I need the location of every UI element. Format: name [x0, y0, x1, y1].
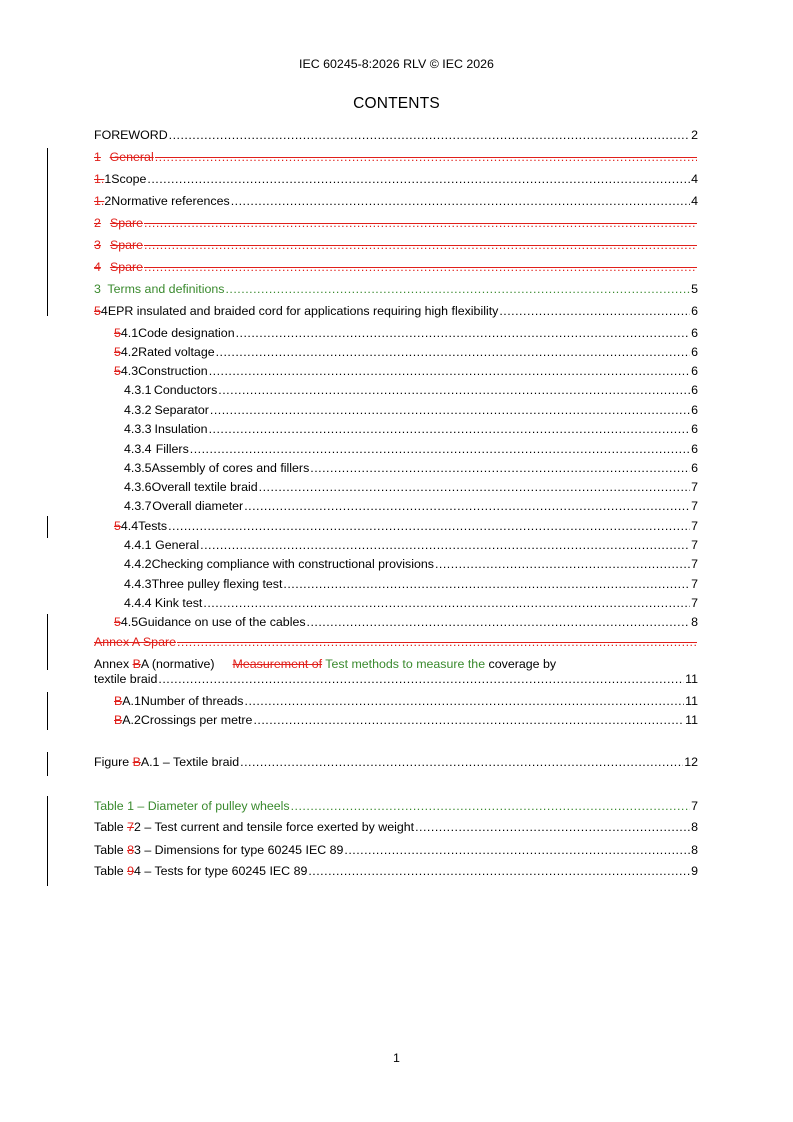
inserted-text: Test methods to measure the [325, 657, 486, 671]
entry-title: Overall textile braid [151, 480, 258, 494]
deleted-number: 9 [127, 864, 134, 878]
entry-number: 2 [104, 194, 112, 208]
toc-entry-fillers[interactable] [124, 441, 698, 457]
entry-title: Normative references [111, 194, 230, 208]
dot-leader [209, 363, 690, 379]
entry-title: Table 1 – Diameter of pulley wheels [94, 799, 290, 813]
dot-leader [240, 754, 683, 770]
toc-entry-tests[interactable] [114, 518, 698, 534]
entry-page: 12 [684, 755, 698, 769]
dot-leader [236, 325, 691, 341]
entry-title: Annex A Spare [94, 635, 176, 649]
entry-number: 4.4.4 [124, 596, 152, 610]
entry-page: 2 [691, 128, 698, 142]
deleted-letter: B [132, 657, 141, 671]
entry-title: – Textile braid [159, 755, 240, 769]
dot-leader [144, 237, 697, 253]
change-bar [47, 516, 48, 538]
toc-entry-table-1[interactable] [94, 798, 698, 814]
table-prefix: Table [94, 820, 128, 834]
toc-entry-guidance[interactable] [114, 614, 698, 630]
entry-page: 11 [685, 672, 698, 686]
dot-leader [200, 537, 690, 553]
entry-number: 4 [94, 260, 101, 274]
entry-title: Scope [111, 172, 147, 186]
entry-number: 4.3 [120, 364, 139, 378]
dot-leader [244, 498, 690, 514]
toc-entry-insulation[interactable] [124, 421, 698, 437]
entry-number: 1 [94, 150, 101, 164]
figure-number: A.1 [140, 755, 160, 769]
dot-leader [307, 614, 691, 630]
entry-title: EPR insulated and braided cord for applications requiring high flexibility [107, 304, 499, 318]
entry-number: 4.3.3 [124, 422, 152, 436]
toc-entry-spare-3-deleted[interactable] [94, 237, 698, 253]
deleted-text: Measurement of [232, 657, 323, 671]
entry-title: Construction [138, 364, 208, 378]
deleted-letter: B [114, 713, 123, 727]
dot-leader [144, 259, 697, 275]
entry-page: 7 [691, 519, 698, 533]
dot-leader [308, 863, 690, 879]
entry-number: 4.5 [120, 615, 139, 629]
toc-entry-normative-references[interactable] [94, 193, 698, 209]
dot-leader [253, 712, 684, 728]
table-number: 4 [133, 864, 141, 878]
deleted-number: 5 [114, 615, 121, 629]
deleted-number: 5 [114, 519, 121, 533]
entry-title: Rated voltage [138, 345, 215, 359]
entry-number: 4.4.3 [124, 577, 152, 591]
entry-number: 4.4.2 [124, 557, 152, 571]
entry-title: Fillers [155, 442, 189, 456]
deleted-number: 7 [127, 820, 134, 834]
entry-title: Three pulley flexing test [151, 577, 283, 591]
toc-entry-table-3[interactable] [94, 842, 698, 858]
entry-page: 5 [691, 282, 698, 296]
toc-entry-spare-4-deleted[interactable] [94, 259, 698, 275]
toc-entry-terms-and-definitions[interactable] [94, 281, 698, 297]
entry-title: Insulation [154, 422, 208, 436]
toc-entry-assembly[interactable] [124, 460, 698, 476]
entry-number: 4.4.1 [124, 538, 152, 552]
toc-entry-annex-a-line2[interactable] [94, 671, 698, 687]
dot-leader [158, 671, 684, 687]
toc-entry-annex-a-spare-deleted[interactable] [94, 634, 698, 650]
dot-leader [177, 634, 697, 650]
entry-page: 6 [691, 364, 698, 378]
toc-entry-tests-general[interactable] [124, 537, 698, 553]
annex-prefix: Annex [94, 657, 133, 671]
entry-page: 4 [691, 172, 698, 186]
entry-title: Spare [109, 260, 144, 274]
entry-title: – Test current and tensile force exerted by weight [140, 820, 415, 834]
entry-page: 8 [691, 820, 698, 834]
dot-leader [210, 402, 690, 418]
table-number: 2 [133, 820, 141, 834]
entry-title: Terms and definitions [107, 282, 225, 296]
table-number: 3 [133, 843, 141, 857]
deleted-letter: B [114, 694, 123, 708]
dot-leader [283, 576, 690, 592]
entry-title: General [155, 538, 200, 552]
entry-page: 4 [691, 194, 698, 208]
entry-title: Kink test [154, 596, 203, 610]
entry-title: Spare [109, 238, 144, 252]
toc-entry-epr-cord[interactable] [94, 303, 698, 319]
entry-title: Code designation [138, 326, 235, 340]
toc-entry-conductors[interactable] [124, 382, 698, 398]
table-prefix: Table [94, 843, 128, 857]
dot-leader [231, 193, 690, 209]
entry-title: – Tests for type 60245 IEC 89 [140, 864, 308, 878]
entry-number: 4.1 [120, 326, 139, 340]
entry-title: Spare [109, 216, 144, 230]
dot-leader [155, 149, 697, 165]
entry-title: Separator [154, 403, 209, 417]
deleted-number: 5 [114, 364, 121, 378]
entry-number: A.1 [122, 694, 141, 708]
toc-entry-rated-voltage[interactable] [114, 344, 698, 360]
figure-prefix: Figure [94, 755, 133, 769]
entry-page: 6 [691, 442, 698, 456]
dot-leader [259, 479, 690, 495]
entry-title: FOREWORD [94, 128, 168, 142]
entry-page: 6 [691, 422, 698, 436]
page-title: CONTENTS [353, 95, 440, 112]
dot-leader [415, 819, 690, 835]
entry-title: General [109, 150, 154, 164]
entry-number: 3 [94, 238, 101, 252]
entry-page: 6 [691, 383, 698, 397]
entry-number: 4.4 [120, 519, 139, 533]
document-header: IEC 60245-8:2026 RLV © IEC 2026 [299, 57, 494, 71]
change-bar [47, 614, 48, 670]
entry-page: 6 [691, 345, 698, 359]
page-number: 1 [393, 1051, 400, 1065]
entry-number: 4.3.4 [124, 442, 152, 456]
entry-number: 4.3.5 [124, 461, 152, 475]
toc-entry-number-of-threads[interactable] [114, 693, 698, 709]
toc-entry-scope[interactable] [94, 171, 698, 187]
annex-title-tail: coverage by [488, 657, 557, 671]
deleted-number: 8 [127, 843, 134, 857]
dot-leader [435, 556, 690, 572]
entry-number: 4.2 [120, 345, 139, 359]
deleted-number: 5 [114, 326, 121, 340]
entry-title: textile braid [94, 672, 158, 686]
toc-entry-foreword[interactable] [94, 127, 698, 143]
entry-number: 1 [104, 172, 112, 186]
toc-entry-separator[interactable] [124, 402, 698, 418]
toc-entry-spare-2-deleted[interactable] [94, 215, 698, 231]
annex-letter: A [140, 657, 149, 671]
entry-title: Number of threads [140, 694, 244, 708]
entry-title: Guidance on use of the cables [138, 615, 306, 629]
entry-page: 11 [685, 694, 698, 708]
entry-title: Tests [138, 519, 168, 533]
toc-entry-construction[interactable] [114, 363, 698, 379]
toc-entry-table-2[interactable] [94, 819, 698, 835]
table-prefix: Table [94, 864, 128, 878]
entry-number: 2 [94, 216, 101, 230]
entry-number: 4.3.2 [124, 403, 152, 417]
change-bar [47, 752, 48, 776]
dot-leader [216, 344, 690, 360]
entry-page: 8 [691, 843, 698, 857]
dot-leader [203, 595, 690, 611]
toc-entry-overall-textile-braid[interactable] [124, 479, 698, 495]
entry-title: Crossings per metre [140, 713, 253, 727]
entry-page: 7 [691, 557, 698, 571]
toc-entry-crossings-per-metre[interactable] [114, 712, 698, 728]
deleted-number: 5 [94, 304, 101, 318]
toc-entry-kink-test[interactable] [124, 595, 698, 611]
dot-leader [190, 441, 690, 457]
entry-page: 7 [691, 480, 698, 494]
dot-leader [499, 303, 690, 319]
toc-entry-figure-textile-braid[interactable] [94, 754, 698, 770]
dot-leader [168, 518, 690, 534]
change-bar [47, 796, 48, 886]
toc-entry-overall-diameter[interactable] [124, 498, 698, 514]
entry-page: 6 [691, 304, 698, 318]
dot-leader [209, 421, 691, 437]
dot-leader [169, 127, 690, 143]
entry-page: 8 [691, 615, 698, 629]
dot-leader [225, 281, 690, 297]
dot-leader [310, 460, 690, 476]
deleted-letter: B [132, 755, 141, 769]
entry-number: 4.3.7 [124, 499, 152, 513]
dot-leader [344, 842, 690, 858]
dot-leader [218, 382, 690, 398]
deleted-number: 5 [114, 345, 121, 359]
toc-entry-table-4[interactable] [94, 863, 698, 879]
entry-title: – Dimensions for type 60245 IEC 89 [140, 843, 344, 857]
dot-leader [245, 693, 685, 709]
entry-page: 7 [691, 538, 698, 552]
entry-page: 7 [691, 596, 698, 610]
entry-page: 6 [691, 461, 698, 475]
entry-title: Overall diameter [152, 499, 244, 513]
entry-title: Conductors [153, 383, 218, 397]
dot-leader [144, 215, 697, 231]
toc-entry-general-deleted[interactable] [94, 149, 698, 165]
entry-page: 6 [691, 403, 698, 417]
dot-leader [291, 798, 690, 814]
entry-title: Assembly of cores and fillers [151, 461, 310, 475]
entry-number: A.2 [122, 713, 141, 727]
entry-number: 4 [100, 304, 108, 318]
entry-page: 9 [691, 864, 698, 878]
entry-title: Checking compliance with constructional provisions [151, 557, 434, 571]
entry-number: 4.3.6 [124, 480, 152, 494]
entry-page: 11 [685, 713, 698, 727]
toc-entry-three-pulley-flexing[interactable] [124, 576, 698, 592]
entry-page: 7 [691, 577, 698, 591]
entry-page: 7 [691, 499, 698, 513]
deleted-number: 1. [94, 194, 105, 208]
annex-normative: (normative) [148, 657, 215, 671]
dot-leader [147, 171, 690, 187]
toc-entry-annex-a-line1[interactable] [94, 656, 698, 672]
deleted-number: 1. [94, 172, 105, 186]
change-bar [47, 148, 48, 316]
entry-number: 4.3.1 [124, 383, 152, 397]
toc-entry-code-designation[interactable] [114, 325, 698, 341]
change-bar [47, 692, 48, 730]
entry-number: 3 [94, 282, 101, 296]
entry-page: 7 [691, 799, 698, 813]
toc-entry-checking-compliance[interactable] [124, 556, 698, 572]
entry-page: 6 [691, 326, 698, 340]
